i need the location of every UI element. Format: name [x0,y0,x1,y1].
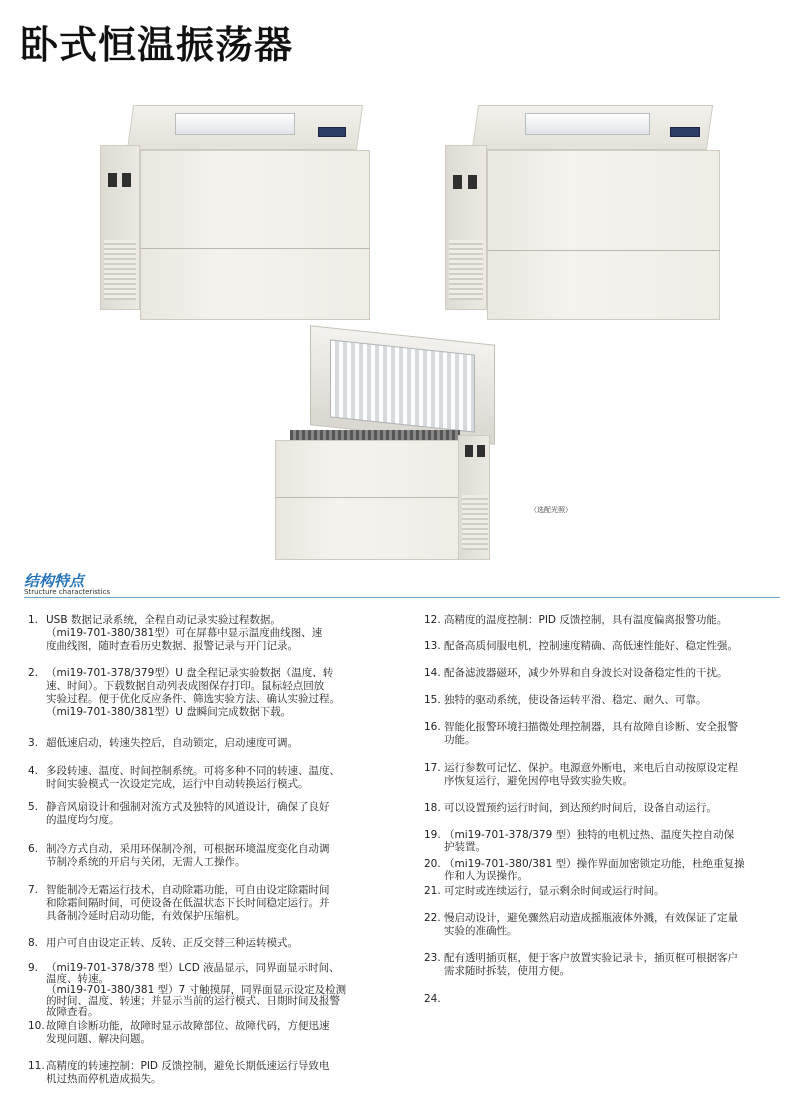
list-item: 7. 智能制冷无霜运行技术，自动除霜功能，可自由设定除霜时间 和除霜间隔时间，可使设备在低温状态下长时间稳定运行。并 具备制冷延时启动功能，有效保护压缩机。 [28,884,330,922]
list-item: 21. 可定时或连续运行，显示剩余时间或运行时间。 [424,885,665,897]
list-item: 18. 可以设置预约运行时间，到达预约时间后，设备自动运行。 [424,802,717,814]
list-item: 11. 高精度的转速控制：PID 反馈控制，避免长期低速运行导致电 机过热而停机造成损失。 [28,1060,330,1085]
section-divider [24,597,780,598]
list-item: 22. 慢启动设计，避免骤然启动造成摇瓶液体外溅，有效保证了定量 实验的准确性。 [424,912,738,937]
list-item: 19. （mi19-701-378/379 型）独特的电机过热、温度失控自动保 护装置。 [424,829,735,853]
section-title: 结构特点 [24,572,85,590]
image-caption: （选配光照） [530,506,572,514]
list-item: 4. 多段转速、温度、时间控制系统。可将多种不同的转速、温度、 时间实验模式一次设定完成，运行中自动转换运行模式。 [28,765,340,790]
shaker-image-left [100,105,370,320]
list-item: 23. 配有透明插页框，便于客户放置实验记录卡，插页框可根据客户 需求随时拆装，使用方便。 [424,952,738,977]
page-title: 卧式恒温振荡器 [20,23,294,67]
list-item: 17. 运行参数可记忆、保护。电源意外断电，来电后自动按原设定程 序恢复运行，避免因停电导致实验失败。 [424,762,738,787]
list-item: 10. 故障自诊断功能，故障时显示故障部位、故障代码，方便迅速 发现问题、解决问题。 [28,1020,330,1045]
list-item: 12. 高精度的温度控制：PID 反馈控制，具有温度偏离报警功能。 [424,614,728,626]
list-item: 16. 智能化报警环境扫描微处理控制器，具有故障自诊断、安全报警 功能。 [424,721,738,746]
list-item: 2. （mi19-701-378/379型）U 盘全程记录实验数据（温度、转 速、时间）。下载数据自动列表成图保存打印。鼠标轻点回放 实验过程。便于优化反应条件、筛选实验方法、确认实验过程。 （mi19-701-380/381型）U 盘瞬间完成数据下载。 [28,667,340,718]
list-item: 14. 配备滤波器磁环，减少外界和自身波长对设备稳定性的干扰。 [424,667,728,679]
section-subtitle: Structure characteristics [24,588,111,596]
list-item: 13. 配备高质伺服电机，控制速度精确、高低速性能好、稳定性强。 [424,640,738,652]
list-item: 5. 静音风扇设计和强制对流方式及独特的风道设计，确保了良好 的温度均匀度。 [28,801,330,826]
list-item: 15. 独特的驱动系统，使设备运转平滑、稳定、耐久、可靠。 [424,694,707,706]
list-item: 20. （mi19-701-380/381 型）操作界面加密锁定功能，杜绝重复操 作和人为误操作。 [424,858,745,882]
shaker-image-right [445,105,720,320]
list-item: 3. 超低速启动，转速失控后，自动锁定，启动速度可调。 [28,737,298,749]
list-item: 9. （mi19-701-378/378 型）LCD 液晶显示，同界面显示时间、 温度、转速。 （mi19-701-380/381 型）7 寸触摸屏，同界面显示设定及检测 的时间、温度、转速；并显示当前的运行模式、日期时间及报警 故障查看。 [28,962,347,1018]
list-item: 8. 用户可自由设定正转、反转、正反交替三种运转模式。 [28,937,298,949]
list-item: 6. 制冷方式自动，采用环保制冷剂，可根据环境温度变化自动调 节制冷系统的开启与关闭，无需人工操作。 [28,843,330,868]
list-item: 1. USB 数据记录系统，全程自动记录实验过程数据。 （mi19-701-380/381型）可在屏幕中显示温度曲线图、速 度曲线图，随时查看历史数据、报警记录与开门记录。 [28,614,323,652]
shaker-image-open-lid [270,335,500,565]
